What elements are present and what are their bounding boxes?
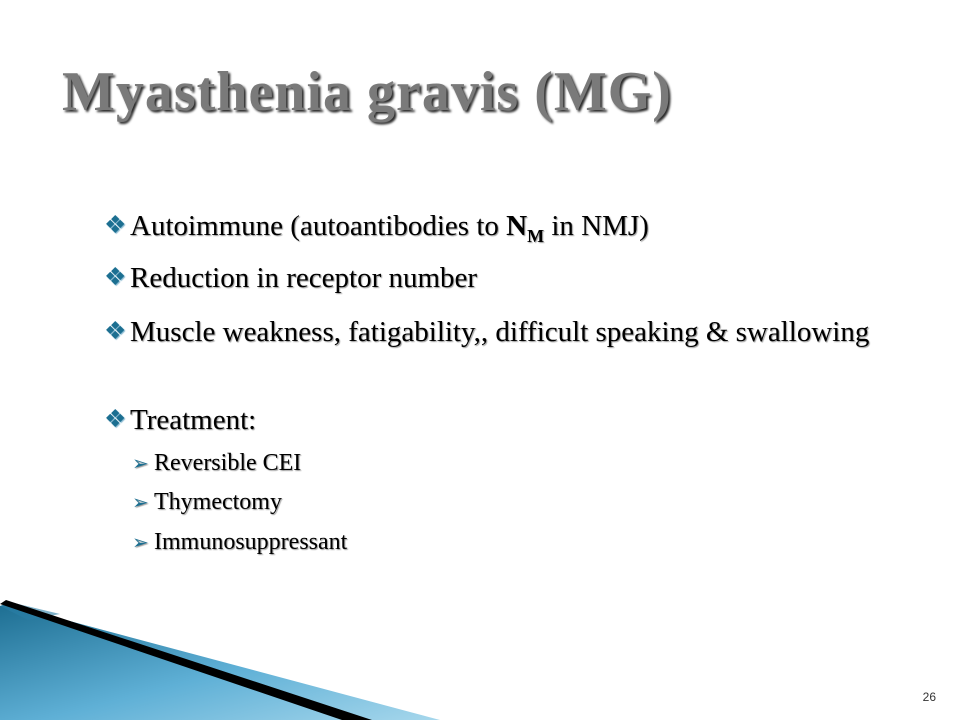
- bullet-text: Muscle weakness, fatigability,, difficult speaking & swallowing: [130, 316, 870, 348]
- bullet-text: Autoimmune (autoantibodies to $N_M$ in NMJ): [130, 210, 649, 246]
- diamond-bullet-icon: ❖: [104, 318, 127, 345]
- sub-bullet-text: Immunosuppressant: [154, 529, 348, 555]
- bullet-autoimmune: [104, 208, 916, 254]
- arrow-bullet-icon: ➢: [132, 532, 149, 554]
- bullet-treatment: [104, 402, 916, 438]
- diamond-bullet-icon: ❖: [104, 406, 127, 433]
- sub-bullet-thymectomy: [132, 487, 732, 518]
- sub-bullet-text: Thymectomy: [154, 489, 282, 515]
- bullet-muscle-weakness: [104, 314, 916, 350]
- bullet-receptor: [104, 260, 916, 296]
- bullet-text: Reduction in receptor number: [130, 262, 478, 294]
- diamond-bullet-icon: ❖: [104, 212, 127, 239]
- page-number: 26: [922, 690, 936, 704]
- diamond-bullet-icon: ❖: [104, 264, 127, 291]
- arrow-bullet-icon: ➢: [132, 492, 149, 514]
- sub-bullet-immunosuppressant: [132, 527, 732, 558]
- arrow-bullet-icon: ➢: [132, 453, 149, 475]
- bullet-text: Treatment:: [130, 404, 257, 436]
- corner-decoration: [0, 580, 960, 720]
- slide-title: Myasthenia gravis (MG): [62, 61, 672, 123]
- sub-bullet-reversible-cei: [132, 448, 732, 479]
- sub-bullet-text: Reversible CEI: [154, 450, 302, 476]
